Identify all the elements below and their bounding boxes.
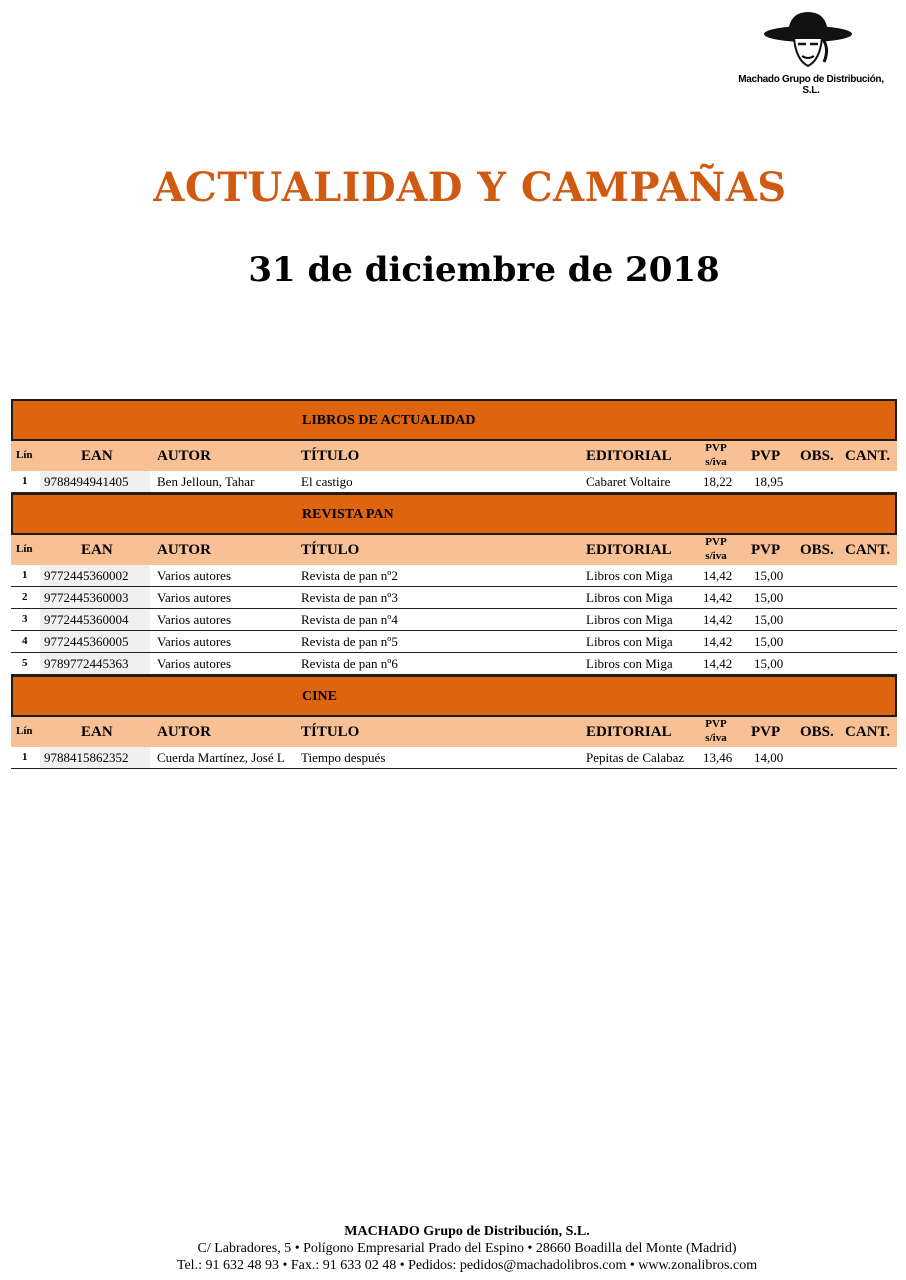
cell-autor: Cuerda Martínez, José L <box>157 750 285 765</box>
cell-titulo: Revista de pan nº4 <box>301 612 398 627</box>
table-row <box>11 587 897 609</box>
cell-pvp-siva: 13,46 <box>703 750 733 765</box>
col-pvp: PVP <box>751 448 781 464</box>
col-pvp-siva-line1: PVP <box>705 718 727 730</box>
cell-autor: Varios autores <box>157 568 232 583</box>
cell-ean: 9772445360002 <box>44 568 129 583</box>
col-lin: Lín <box>16 449 33 461</box>
hat-man-icon <box>758 8 858 74</box>
col-pvp-siva <box>699 535 733 563</box>
cell-autor: Varios autores <box>157 634 232 649</box>
cell-editorial: Cabaret Voltaire <box>586 474 671 489</box>
col-lin: Lín <box>16 725 33 737</box>
col-ean: EAN <box>81 724 113 740</box>
cell-lin: 2 <box>22 591 28 603</box>
cell-ean: 9772445360004 <box>44 612 129 627</box>
col-cant: CANT. <box>845 542 891 558</box>
company-logo <box>736 8 886 94</box>
column-header-row <box>11 717 897 747</box>
table-row <box>11 609 897 631</box>
logo-text: Machado Grupo de Distribución, S.L. <box>738 74 884 96</box>
cell-autor: Varios autores <box>157 656 232 671</box>
cell-pvp-siva: 14,42 <box>703 612 733 627</box>
cell-titulo: Tiempo después <box>301 750 386 765</box>
col-obs: OBS. <box>800 542 834 558</box>
table-row <box>11 747 897 769</box>
section-header <box>11 675 897 717</box>
cell-lin: 4 <box>22 635 28 647</box>
cell-pvp: 15,00 <box>754 656 784 671</box>
cell-lin: 5 <box>22 657 28 669</box>
cell-pvp-siva: 14,42 <box>703 656 733 671</box>
cell-pvp-siva: 14,42 <box>703 634 733 649</box>
col-titulo: TÍTULO <box>301 448 360 464</box>
col-obs: OBS. <box>800 448 834 464</box>
footer-address: C/ Labradores, 5 • Polígono Empresarial Prado del Espino • 28660 Boadilla del Monte (Madrid) <box>197 1241 737 1256</box>
footer <box>0 1223 906 1274</box>
col-pvp-siva-line2: s/iva <box>705 732 727 744</box>
section-header <box>11 399 897 441</box>
cell-editorial: Pepitas de Calabaz <box>586 750 685 765</box>
table-row <box>11 631 897 653</box>
col-titulo: TÍTULO <box>301 542 360 558</box>
cell-pvp: 15,00 <box>754 590 784 605</box>
cell-lin: 1 <box>22 569 28 581</box>
column-header-row <box>11 441 897 471</box>
footer-contact: Tel.: 91 632 48 93 • Fax.: 91 633 02 48 • Pedidos: pedidos@machadolibros.com • www.zonalibros.com <box>176 1258 758 1273</box>
col-pvp-siva-line2: s/iva <box>705 456 727 468</box>
cell-autor: Varios autores <box>157 612 232 627</box>
cell-titulo: Revista de pan nº5 <box>301 634 398 649</box>
col-editorial: EDITORIAL <box>586 724 672 740</box>
col-pvp-siva-line2: s/iva <box>705 550 727 562</box>
cell-lin: 1 <box>22 475 28 487</box>
col-cant: CANT. <box>845 724 891 740</box>
cell-titulo: El castigo <box>301 474 353 489</box>
table-row <box>11 471 897 493</box>
col-editorial: EDITORIAL <box>586 542 672 558</box>
col-autor: AUTOR <box>157 448 211 464</box>
cell-lin: 1 <box>22 751 28 763</box>
section-header <box>11 493 897 535</box>
cell-editorial: Libros con Miga <box>586 634 673 649</box>
col-cant: CANT. <box>845 448 891 464</box>
section-title: REVISTA PAN <box>302 507 394 522</box>
col-obs: OBS. <box>800 724 834 740</box>
cell-lin: 3 <box>22 613 28 625</box>
footer-company: MACHADO Grupo de Distribución, S.L. <box>344 1224 590 1239</box>
cell-pvp: 15,00 <box>754 634 784 649</box>
col-ean: EAN <box>81 448 113 464</box>
catalog-table <box>11 399 897 769</box>
cell-pvp: 15,00 <box>754 612 784 627</box>
col-ean: EAN <box>81 542 113 558</box>
col-pvp-siva <box>699 717 733 745</box>
col-pvp-siva <box>699 441 733 469</box>
cell-pvp: 18,95 <box>754 474 784 489</box>
cell-editorial: Libros con Miga <box>586 656 673 671</box>
table-row <box>11 565 897 587</box>
table-row <box>11 653 897 675</box>
cell-editorial: Libros con Miga <box>586 568 673 583</box>
cell-pvp-siva: 14,42 <box>703 590 733 605</box>
col-autor: AUTOR <box>157 542 211 558</box>
col-pvp-siva-line1: PVP <box>705 442 727 454</box>
col-lin: Lín <box>16 543 33 555</box>
page-date: 31 de diciembre de 2018 <box>248 250 720 290</box>
col-autor: AUTOR <box>157 724 211 740</box>
col-pvp: PVP <box>751 542 781 558</box>
cell-ean: 9772445360005 <box>44 634 129 649</box>
cell-ean: 9789772445363 <box>44 656 129 671</box>
col-pvp: PVP <box>751 724 781 740</box>
cell-autor: Varios autores <box>157 590 232 605</box>
section-title: LIBROS DE ACTUALIDAD <box>302 413 476 428</box>
cell-editorial: Libros con Miga <box>586 590 673 605</box>
cell-pvp: 14,00 <box>754 750 784 765</box>
page-title: ACTUALIDAD Y CAMPAÑAS <box>153 164 787 211</box>
cell-titulo: Revista de pan nº2 <box>301 568 398 583</box>
cell-ean: 9788415862352 <box>44 750 129 765</box>
cell-pvp-siva: 18,22 <box>703 474 733 489</box>
cell-titulo: Revista de pan nº3 <box>301 590 398 605</box>
cell-pvp: 15,00 <box>754 568 784 583</box>
cell-titulo: Revista de pan nº6 <box>301 656 398 671</box>
cell-autor: Ben Jelloun, Tahar <box>157 474 255 489</box>
cell-editorial: Libros con Miga <box>586 612 673 627</box>
cell-ean: 9772445360003 <box>44 590 129 605</box>
col-titulo: TÍTULO <box>301 724 360 740</box>
cell-ean: 9788494941405 <box>44 474 129 489</box>
section-title: CINE <box>302 689 338 704</box>
col-editorial: EDITORIAL <box>586 448 672 464</box>
cell-pvp-siva: 14,42 <box>703 568 733 583</box>
col-pvp-siva-line1: PVP <box>705 536 727 548</box>
column-header-row <box>11 535 897 565</box>
